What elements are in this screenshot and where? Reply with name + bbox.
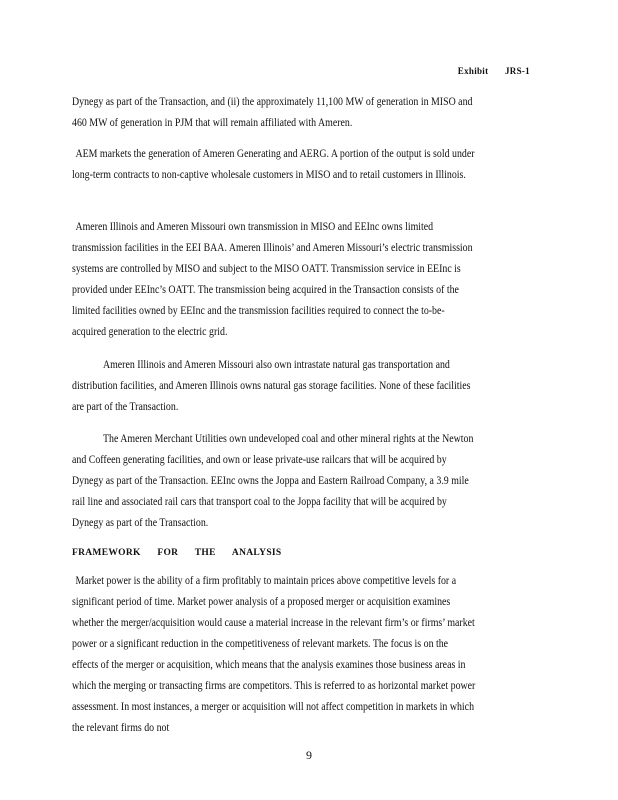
paragraph-text: Market power is the ability of a firm profitably to maintain prices above competitive levels for a significant period of time. Market power analysis of a proposed merger or acquisition examines whether the merger/acquisition would cause a material increase in the relevant firm’s or firms’ market power or a significant reduction in the competitiveness of relevant markets. The focus is on the effects of the merger or acquisition, which means that the analysis examines those business areas in which the merging or transacting firms are competitors. This is referred to as horizontal market power assessment. In most instances, a merger or acquisition will not affect competition in markets in which the relevant firms do not — [72, 575, 476, 734]
paragraph-2 — [72, 144, 476, 186]
paragraph-text: Ameren Illinois and Ameren Missouri own transmission in MISO and EEInc owns limited transmission facilities in the EEI BAA. Ameren Illinois’ and Ameren Missouri’s electric transmission systems are controlled by MISO and subject to the MISO OATT. Transmission service in EEInc is provided under EEInc’s OATT. The transmission being acquired in the Transaction consists of the limited facilities owned by EEInc and the transmission facilities required to connect the to-be-acquired generation to the electric grid. — [72, 221, 473, 338]
paragraph-text: Ameren Illinois and Ameren Missouri also own intrastate natural gas transportation and distribution facilities, and Ameren Illinois owns natural gas storage facilities. None of these facilities are part of the Transaction. — [72, 359, 471, 413]
paragraph-3 — [72, 217, 476, 343]
section-heading: FRAMEWORK FOR THE ANALYSIS — [72, 548, 282, 558]
paragraph-text: AEM markets the generation of Ameren Generating and AERG. A portion of the output is sold under long-term contracts to non-captive wholesale customers in MISO and to retail customers in Illinois. — [72, 148, 475, 181]
exhibit-label: Exhibit — [457, 66, 489, 76]
page-number: 9 — [306, 748, 312, 762]
exhibit-id: JRS-1 — [504, 66, 530, 76]
paragraph-text: Dynegy as part of the Transaction, and (ii) the approximately 11,100 MW of generation in MISO and 460 MW of generation in PJM that will remain affiliated with Ameren. — [72, 96, 473, 129]
section-paragraph — [72, 571, 476, 739]
exhibit-header — [458, 66, 530, 76]
paragraph-1 — [72, 92, 476, 134]
paragraph-4 — [72, 355, 476, 418]
paragraph-5 — [72, 429, 476, 534]
paragraph-text: The Ameren Merchant Utilities own undeveloped coal and other mineral rights at the Newton and Coffeen generating facilities, and own or lease private-use railcars that will be acquired by Dynegy as part of the Transaction. EEInc owns the Joppa and Eastern Railroad Company, a 3.9 mile rail line and associated rail cars that transport coal to the Joppa facility that will be acquired by Dynegy as part of the Transaction. — [72, 433, 474, 529]
